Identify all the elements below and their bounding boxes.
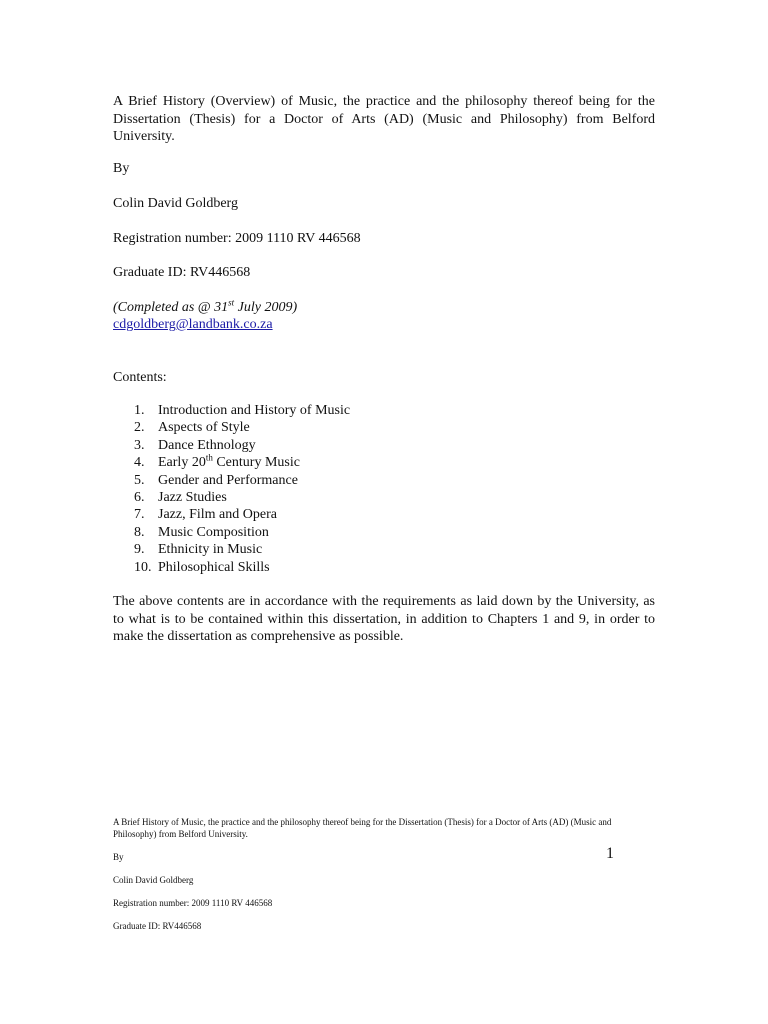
list-item-text: Introduction and History of Music [158, 403, 351, 418]
list-item [113, 472, 350, 489]
list-item [113, 454, 350, 471]
document-title: A Brief History (Overview) of Music, the practice and the philosophy thereof being for the Dissertation (Thesis) for a Doctor of Arts (AD) (Music and Philosophy) from Belford University. [113, 94, 655, 144]
list-item-number: 9. [134, 542, 145, 558]
contents-note-paragraph: The above contents are in accordance with the requirements as laid down by the University, as to what is to be contained within this dissertation, in addition to Chapters 1 and 9, in order to make the dissertation as comprehensive as possible. [113, 594, 655, 644]
list-item-number: 8. [134, 524, 145, 540]
completion-date-sup: st [228, 297, 235, 308]
list-item [113, 506, 350, 523]
list-item-sup: th [205, 452, 213, 463]
list-item-number: 6. [134, 489, 145, 505]
email-link[interactable]: cdgoldberg@landbank.co.za [113, 317, 273, 332]
list-item-number: 4. [134, 455, 145, 471]
list-item [113, 402, 350, 419]
list-item [113, 489, 350, 506]
list-item [113, 541, 350, 558]
list-item-text: Jazz, Film and Opera [158, 507, 277, 523]
footer-title: A Brief History of Music, the practice and the philosophy thereof being for the Dissertation (Thesis) for a Doctor of Arts (AD) (Music and Philosophy) from Belford University. [113, 817, 612, 839]
list-item-number: 5. [134, 472, 145, 488]
list-item-number: 1. [134, 403, 145, 418]
footer-by: By [113, 852, 124, 862]
list-item-number: 3. [134, 437, 145, 453]
page-number: 1 [606, 845, 614, 862]
list-item-number: 10. [134, 559, 152, 575]
contents-heading: Contents: [113, 370, 167, 385]
author-name: Colin David Goldberg [113, 196, 238, 211]
list-item-text: Aspects of Style [158, 420, 250, 436]
list-item-text-post: Century Music [212, 455, 300, 471]
list-item [113, 524, 350, 541]
list-item [113, 559, 350, 576]
completion-date [113, 299, 655, 317]
list-item-text: Jazz Studies [158, 489, 227, 505]
list-item-text: Music Composition [158, 524, 269, 540]
footer-graduate-id: Graduate ID: RV446568 [113, 921, 202, 931]
list-item-text-pre: Early 20 [158, 455, 206, 471]
footer-author: Colin David Goldberg [113, 875, 194, 885]
list-item-number: 2. [134, 420, 145, 436]
completion-date-suffix: July 2009) [234, 300, 298, 315]
contents-list [113, 402, 350, 576]
list-item-text: Dance Ethnology [158, 437, 256, 453]
graduate-id: Graduate ID: RV446568 [113, 265, 251, 280]
list-item-text: Philosophical Skills [158, 559, 270, 575]
list-item-text: Gender and Performance [158, 472, 298, 488]
list-item [113, 419, 350, 436]
footer-registration: Registration number: 2009 1110 RV 446568 [113, 898, 273, 908]
list-item-number: 7. [134, 507, 145, 523]
completion-date-prefix: (Completed as @ 31 [113, 300, 229, 315]
list-item [113, 437, 350, 454]
list-item-text: Ethnicity in Music [158, 542, 263, 558]
registration-number: Registration number: 2009 1110 RV 446568 [113, 231, 361, 246]
by-label: By [113, 161, 130, 176]
